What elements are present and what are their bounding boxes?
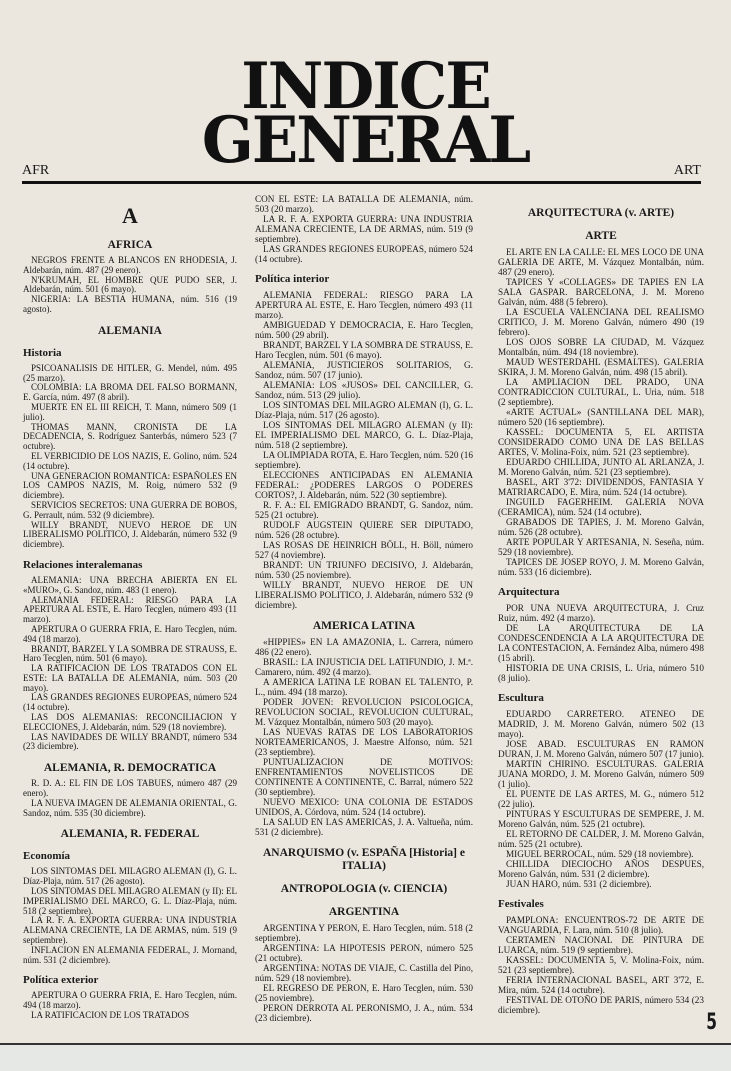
index-entry: LA R. F. A. EXPORTA GUERRA: UNA INDUSTRIA ALEMANA CRECIENTE, LA DE ARMAS, núm. 519 (9 septiembre). [23, 915, 237, 946]
index-entry: LA SALUD EN LAS AMERICAS, J. A. Valtueña, núm. 531 (2 diciembre). [255, 817, 473, 837]
index-entry: JOSE ABAD. ESCULTURAS EN RAMON DURAN, J. M. Moreno Galván, número 507 (17 junio). [498, 739, 704, 759]
index-entry: EL PUENTE DE LAS ARTES, M. G., número 512 (22 julio). [498, 789, 704, 809]
subsection-heading: Festivales [498, 898, 544, 910]
title-line-2: GENERAL [201, 103, 530, 178]
index-entry: LAS ROSAS DE HEINRICH BÖLL, H. Böll, número 527 (4 noviembre). [255, 540, 473, 560]
index-entry-continued: CON EL ESTE: LA BATALLA DE ALEMANIA, núm. 503 (20 marzo). [255, 194, 473, 214]
index-entry: ARGENTINA: NOTAS DE VIAJE, C. Castilla del Pino, núm. 529 (18 noviembre). [255, 963, 473, 983]
section-heading: ANTROPOLOGIA (v. CIENCIA) [280, 883, 448, 895]
index-entry: TAPICES DE JOSEP ROYO, J. M. Moreno Galván, núm. 533 (16 diciembre). [498, 557, 704, 577]
index-entry: LOS SINTOMAS DEL MILAGRO ALEMAN (y II): EL IMPERIALISMO DEL MARCO, G. L. Díaz-Plaja, núm. 518 (2 septiembre). [23, 886, 237, 916]
index-entry: LA ESCUELA VALENCIANA DEL REALISMO CRITICO, J. M. Moreno Galván, número 490 (19 febrero). [498, 307, 704, 337]
index-entry: LA RATIFICACION DE LOS TRATADOS [31, 1010, 190, 1021]
section-heading: ANARQUISMO (v. ESPAÑA [Historia] e ITALIA) [263, 847, 465, 872]
section-heading: AMERICA LATINA [312, 620, 416, 632]
index-entry: LOS OJOS SOBRE LA CIUDAD, M. Vázquez Montalbán, núm. 494 (18 noviembre). [498, 337, 704, 357]
index-entry: LA OLIMPIADA ROTA, E. Haro Tecglen, núm. 520 (16 septiembre). [255, 450, 473, 470]
index-entry: N'KRUMAH, EL HOMBRE QUE PUDO SER, J. Aldebarán, núm. 501 (6 mayo). [23, 274, 237, 295]
index-entry: EDUARDO CHILLIDA, JUNTO AL ARLANZA, J. M. Moreno Galván, núm. 521 (23 septiembre). [498, 457, 704, 477]
subsection-heading: Economía [23, 850, 71, 863]
section-heading: AFRICA [107, 239, 153, 251]
index-entry: KASSEL: DOCUMENTA 5, EL ARTISTA CONSIDERADO COMO UNA DE LAS BELLAS ARTES, V. Molina-Foix, núm. 521 (23 septiembre). [498, 427, 704, 457]
index-entry: LAS DOS ALEMANIAS: RECONCILIACION Y ELECCIONES, J. Aldebarán, núm. 529 (18 noviembre). [23, 712, 237, 732]
index-entry: PAMPLONA: ENCUENTROS-72 DE ARTE DE VANGUARDIA, F. Lara, núm. 510 (8 julio). [498, 915, 704, 935]
index-entry: ALEMANIA FEDERAL: RIESGO PARA LA APERTURA AL ESTE, E. Haro Tecglen, número 493 (11 marzo). [255, 290, 473, 320]
index-entry: COLOMBIA: LA BROMA DEL FALSO BORMANN, E. García, núm. 497 (8 abril). [23, 382, 237, 403]
index-entry: CHILLIDA DIECIOCHO AÑOS DESPUES, Moreno Galván, núm. 531 (2 diciembre). [498, 859, 704, 879]
index-entry: MARTIN CHIRINO. ESCULTURAS. GALERIA JUANA MORDO, J. M. Moreno Galván, número 509 (1 julio). [498, 759, 704, 789]
index-entry: ALEMANIA: LOS «JUSOS» DEL CANCILLER, G. Sandoz, núm. 513 (29 julio). [255, 380, 473, 400]
range-end: ART [673, 163, 701, 178]
index-entry: FESTIVAL DE OTOÑO DE PARIS, número 534 (23 diciembre). [498, 995, 704, 1015]
column-2 [255, 194, 473, 1023]
column-1 [23, 199, 237, 1021]
index-entry: ALEMANIA: UNA BRECHA ABIERTA EN EL «MURO», G. Sandoz, núm. 483 (1 enero). [23, 574, 237, 595]
index-entry: R. D. A.: EL FIN DE LOS TABUES, número 487 (29 enero). [23, 778, 237, 799]
index-entry: BASEL, ART 3'72: DIVIDENDOS, FANTASIA Y MATRIARCADO, E. Mira, núm. 524 (14 octubre). [498, 477, 704, 497]
index-entry: WILLY BRANDT, NUEVO HEROE DE UN LIBERALISMO POLITICO, J. Aldebarán, número 532 (9 diciembre). [23, 519, 237, 550]
subsection-heading: Relaciones interalemanas [23, 558, 143, 571]
range-start: AFR [22, 163, 50, 178]
index-entry: BRANDT: UN TRIUNFO DECISIVO, J. Aldebarán, núm. 530 (25 noviembre). [255, 560, 473, 580]
index-entry: HISTORIA DE UNA CRISIS, L. Uria, número 510 (8 julio). [498, 663, 704, 683]
index-entry: «ARTE ACTUAL» (SANTILLANA DEL MAR), número 520 (16 septiembre). [498, 407, 704, 427]
index-entry: EL REGRESO DE PERON, E. Haro Tecglen, núm. 530 (25 noviembre). [255, 983, 473, 1003]
index-entry: LA RATIFICACION DE LOS TRATADOS CON EL ESTE: LA BATALLA DE ALEMANIA, núm. 503 (20 mayo). [23, 663, 237, 693]
index-entry: DE LA ARQUITECTURA DE LA CONDESCENDENCIA A LA ARQUITECTURA DE LA CONTESTACION, A. Fernández Alba, número 498 (15 abril). [498, 623, 704, 663]
index-entry: R. F. A.: EL EMIGRADO BRANDT, G. Sandoz, núm. 525 (21 octubre). [255, 500, 473, 520]
index-entry: EL RETORNO DE CALDER, J. M. Moreno Galván, núm. 525 (21 octubre). [498, 829, 704, 849]
subsection-heading: Política interior [255, 273, 330, 285]
index-entry: LA NUEVA IMAGEN DE ALEMANIA ORIENTAL, G. Sandoz, núm. 535 (30 diciembre). [23, 797, 237, 818]
index-entry: EL VERBICIDIO DE LOS NAZIS, E. Golino, núm. 524 (14 octubre). [23, 450, 237, 471]
index-entry: PINTURAS Y ESCULTURAS DE SEMPERE, J. M. Moreno Galván, núm. 525 (21 octubre). [498, 809, 704, 829]
index-entry: MIGUEL BERROCAL, núm. 529 (18 noviembre). [506, 849, 694, 859]
index-entry: INGUILD FAGERHEIM. GALERIA NOVA (CERAMICA), núm. 524 (14 octubre). [498, 497, 704, 517]
scan-margin [0, 1045, 731, 1071]
index-entry: KASSEL: DOCUMENTA 5, V. Molina-Foix, núm. 521 (23 septiembre). [498, 955, 704, 975]
title-line-1: INDICE [241, 49, 490, 124]
index-entry: ARGENTINA Y PERON, E. Haro Tecglen, núm. 518 (2 septiembre). [255, 923, 473, 943]
index-entry: APERTURA O GUERRA FRIA, E. Haro Tecglen, núm. 494 (18 marzo). [23, 990, 237, 1011]
section-heading: ALEMANIA, R. DEMOCRATICA [43, 762, 217, 775]
index-entry: LAS NAVIDADES DE WILLY BRANDT, número 534 (23 diciembre). [23, 731, 237, 752]
index-entry: TAPICES Y «COLLAGES» DE TAPIES EN LA SALA GASPAR. BARCELONA, J. M. Moreno Galván, núm. 488 (5 febrero). [498, 277, 704, 307]
index-entry: JUAN HARO, núm. 531 (2 diciembre). [506, 879, 652, 889]
index-entry: RUDOLF AUGSTEIN QUIERE SER DIPUTADO, núm. 526 (28 octubre). [255, 520, 473, 540]
section-heading: ARGENTINA [328, 906, 400, 918]
index-entry: LOS SINTOMAS DEL MILAGRO ALEMAN (I), G. L. Díaz-Plaja, núm. 517 (26 agosto). [23, 866, 237, 887]
subsection-heading: Política exterior [23, 974, 99, 987]
index-entry: LA AMPLIACION DEL PRADO, UNA CONTRADICCION CULTURAL, L. Uria, núm. 518 (2 septiembre). [498, 377, 704, 407]
column-3 [498, 197, 704, 1015]
index-entry: POR UNA NUEVA ARQUITECTURA, J. Cruz Ruiz, núm. 492 (4 marzo). [498, 603, 704, 623]
section-heading: ALEMANIA, R. FEDERAL [60, 828, 200, 841]
subsection-heading: Escultura [498, 692, 544, 704]
index-entry: CERTAMEN NACIONAL DE PINTURA DE LUARCA, núm. 519 (9 septiembre). [498, 935, 704, 955]
section-heading: ALEMANIA [98, 324, 162, 337]
index-entry: INFLACION EN ALEMANIA FEDERAL, J. Mornand, núm. 531 (2 diciembre). [23, 944, 237, 965]
index-entry: MAUD WESTERDAHL (ESMALTES). GALERIA SKIRA, J. M. Moreno Galván, núm. 498 (15 abril). [498, 357, 704, 377]
section-heading: ARTE [585, 230, 617, 242]
index-entry: BRANDT, BARZEL Y LA SOMBRA DE STRAUSS, E. Haro Tecglen, núm. 501 (6 mayo). [255, 340, 473, 360]
index-entry: SERVICIOS SECRETOS: UNA GUERRA DE BOBOS, G. Perrault, núm. 532 (9 diciembre). [23, 499, 237, 520]
index-entry: ALEMANIA, JUSTICIEROS SOLITARIOS, G. Sandoz, núm. 507 (17 junio). [255, 360, 473, 380]
index-entry: NEGROS FRENTE A BLANCOS EN RHODESIA, J. Aldebarán, núm. 487 (29 enero). [23, 255, 237, 275]
section-heading: ARQUITECTURA (v. ARTE) [527, 207, 675, 219]
index-entry: PERON DERROTA AL PERONISMO, J. A., núm. 534 (23 diciembre). [255, 1003, 473, 1023]
index-entry: NIGERIA: LA BESTIA HUMANA, núm. 516 (19 agosto). [23, 294, 237, 314]
section-letter: A [122, 203, 138, 228]
index-entry: BRASIL: LA INJUSTICIA DEL LATIFUNDIO, J. M.ª. Camarero, núm. 492 (4 marzo). [255, 657, 473, 677]
index-entry: WILLY BRANDT, NUEVO HEROE DE UN LIBERALISMO POLITICO, J. Aldebarán, número 532 (9 diciembre). [255, 580, 473, 610]
index-entry: MUERTE EN EL III REICH, T. Mann, número 509 (1 julio). [23, 401, 237, 422]
index-entry: LA R. F. A. EXPORTA GUERRA: UNA INDUSTRIA ALEMANA CRECIENTE, LA DE ARMAS, núm. 519 (9 septiembre). [255, 214, 473, 244]
index-entry: PSICOANALISIS DE HITLER, G. Mendel, núm. 495 (25 marzo). [23, 362, 237, 383]
index-entry: APERTURA O GUERRA FRIA, E. Haro Tecglen, núm. 494 (18 marzo). [23, 623, 237, 644]
index-entry: LAS NUEVAS RATAS DE LOS LABORATORIOS NORTEAMERICANOS, J. Maestre Alfonso, núm. 521 (23 septiembre). [255, 727, 473, 757]
index-entry: PUNTUALIZACION DE MOTIVOS: ENFRENTAMIENTOS NOVELISTICOS DE CONTINENTE A CONTINENTE, C. Barral, número 522 (30 septiembre). [255, 757, 473, 797]
index-entry: ARTE POPULAR Y ARTESANIA, N. Seseña, núm. 529 (18 noviembre). [498, 537, 704, 557]
index-entry: LAS GRANDES REGIONES EUROPEAS, número 524 (14 octubre). [255, 244, 473, 264]
index-entry: LOS SINTOMAS DEL MILAGRO ALEMAN (I), G. L. Díaz-Plaja, núm. 517 (26 agosto). [255, 400, 473, 420]
page-number: 5 [705, 1010, 717, 1035]
index-entry: FERIA INTERNACIONAL BASEL, ART 3'72, E. Mira, núm. 524 (14 octubre). [498, 975, 704, 995]
index-entry: BRANDT, BARZEL Y LA SOMBRA DE STRAUSS, E. Haro Tecglen, núm. 501 (6 mayo). [23, 643, 237, 664]
index-entry: A AMERICA LATINA LE ROBAN EL TALENTO, P. L., núm. 494 (18 marzo). [255, 677, 473, 697]
index-entry: THOMAS MANN, CRONISTA DE LA DECADENCIA, S. Rodríguez Santerbás, número 523 (7 octubre). [23, 421, 237, 452]
index-entry: ARGENTINA: LA HIPOTESIS PERON, número 525 (21 octubre). [255, 943, 473, 963]
index-entry: ELECCIONES ANTICIPADAS EN ALEMANIA FEDERAL: ¿PODERES LARGOS O PODERES CORTOS?, J. Aldebarán, núm. 522 (30 septiembre). [255, 470, 473, 500]
subsection-heading: Arquitectura [498, 586, 560, 598]
index-entry: «HIPPIES» EN LA AMAZONIA, L. Carrera, número 486 (22 enero). [255, 637, 473, 657]
index-entry: LAS GRANDES REGIONES EUROPEAS, número 524 (14 octubre). [23, 692, 237, 713]
index-entry: ALEMANIA FEDERAL: RIESGO PARA LA APERTURA AL ESTE, E. Haro Tecglen, número 493 (11 marzo). [23, 594, 237, 625]
index-entry: PODER JOVEN: REVOLUCION PSICOLOGICA, REVOLUCION SOCIAL, REVOLUCION CULTURAL, M. Vázquez Montalbán, número 503 (20 mayo). [255, 697, 473, 727]
index-entry: AMBIGUEDAD Y DEMOCRACIA, E. Haro Tecglen, núm. 500 (29 abril). [255, 320, 473, 340]
header-rule [22, 181, 701, 184]
index-entry: LOS SINTOMAS DEL MILAGRO ALEMAN (y II): EL IMPERIALISMO DEL MARCO, G. L. Díaz-Plaja, núm. 518 (2 septiembre). [255, 420, 473, 450]
index-entry: NUEVO MEXICO: UNA COLONIA DE ESTADOS UNIDOS, A. Córdova, núm. 524 (14 octubre). [255, 797, 473, 817]
index-entry: EL ARTE EN LA CALLE: EL MES LOCO DE UNA GALERIA DE ARTE, M. Vázquez Montalbán, núm. 487 (29 enero). [498, 247, 704, 277]
index-entry: UNA GENERACION ROMANTICA: ESPAÑOLES EN LOS CAMPOS NAZIS, M. Roig, número 532 (9 diciembre). [23, 470, 237, 501]
index-entry: EDUARDO CARRETERO. ATENEO DE MADRID, J. M. Moreno Galván, número 502 (13 mayo). [498, 709, 704, 739]
index-entry: GRABADOS DE TAPIES, J. M. Moreno Galván, núm. 526 (28 octubre). [498, 517, 704, 537]
subsection-heading: Historia [23, 346, 62, 359]
